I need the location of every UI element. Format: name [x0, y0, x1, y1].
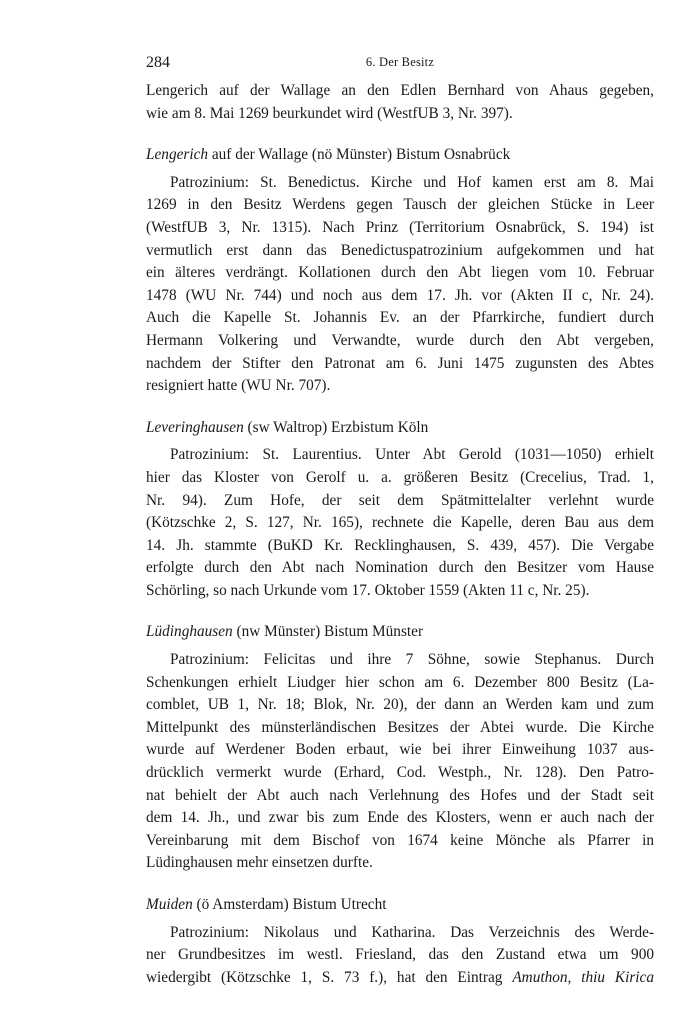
text-line: Hermann Volkering und Verwandte, wurde durch den Abt vergeben, — [146, 331, 654, 349]
text-line: Lüdinghausen mehr einsetzen durfte. — [146, 854, 373, 872]
text-line: Vereinbarung mit dem Bischof von 1674 keine Mönche als Pfarrer in — [146, 831, 654, 849]
book-page — [146, 50, 654, 989]
text-line: wie am 8. Mai 1269 beurkundet wird (WestfUB 3, Nr. 397). — [146, 104, 513, 122]
text-line: ner Grundbesitzes im westl. Friesland, das den Zustand etwa um 900 — [146, 946, 654, 964]
place-description: (nw Münster) Bistum Münster — [232, 623, 424, 641]
place-name: Muiden — [146, 896, 193, 913]
text-line: (Kötzschke 2, S. 127, Nr. 165), rechnete die Kapelle, deren Bau aus dem — [146, 514, 654, 532]
text-line: (WestfUB 3, Nr. 1315). Nach Prinz (Territorium Osnabrück, S. 194) ist — [146, 218, 654, 236]
text-line: Patrozinium: St. Benedictus. Kirche und Hof kamen erst am 8. Mai — [170, 173, 654, 191]
place-name: Lüdinghausen — [146, 623, 233, 641]
place-description: (ö Amsterdam) Bistum Utrecht — [192, 896, 387, 913]
page-body — [146, 80, 654, 989]
text-line: vermutlich erst dann das Benedictuspatrozinium aufgekommen und hat — [146, 241, 654, 259]
text-line: Lengerich auf der Wallage an den Edlen Bernhard von Ahaus gegeben, — [146, 82, 654, 99]
text-segment: wiedergibt (Kötzschke 1, S. 73 f.), hat den Eintrag — [146, 968, 513, 986]
text-line: Schörling, so nach Urkunde vom 17. Oktober 1559 (Akten 11 c, Nr. 25). — [146, 581, 590, 599]
text-line: Nr. 94). Zum Hofe, der seit dem Spätmittelalter verlehnt wurde — [146, 491, 654, 509]
place-name: Lengerich — [146, 146, 209, 164]
text-line: Patrozinium: Nikolaus und Katharina. Das Verzeichnis des Werde- — [170, 923, 654, 941]
text-line: Auch die Kapelle St. Johannis Ev. an der Pfarrkirche, fundiert durch — [146, 309, 654, 327]
text-line: 1269 in den Besitz Werdens gegen Tausch der gleichen Stücke in Leer — [146, 196, 654, 214]
place-description: (sw Waltrop) Erzbistum Köln — [243, 418, 429, 436]
running-title: 6. Der Besitz — [365, 55, 435, 69]
entry-heading — [146, 417, 654, 440]
entry-leveringhausen — [146, 417, 654, 603]
text-line: dem 14. Jh., und zwar bis zum Ende des Klosters, wenn er auch nach der — [146, 809, 654, 827]
page-number: 284 — [146, 54, 170, 71]
entry-heading — [146, 894, 654, 917]
entry-lengerich — [146, 144, 654, 398]
text-line — [146, 967, 654, 990]
text-line: ein älteres verdrängt. Kollationen durch den Abt liegen vom 10. Februar — [146, 264, 654, 282]
text-line: Patrozinium: St. Laurentius. Unter Abt Gerold (1031—1050) erhielt — [170, 446, 654, 464]
text-line: 14. Jh. stammte (BuKD Kr. Recklinghausen, S. 439, 457). Die Vergabe — [146, 536, 654, 554]
text-line: Schenkungen erhielt Liudger hier schon am 6. Dezember 800 Besitz (La- — [146, 673, 654, 691]
text-line: comblet, UB 1, Nr. 18; Blok, Nr. 20), der dann an Werden kam und zum — [146, 696, 654, 714]
text-line: nat behielt der Abt auch nach Verlehnung des Hofes und der Stadt seit — [146, 786, 654, 804]
entry-luedinghausen — [146, 621, 654, 875]
entry-heading — [146, 621, 654, 644]
text-line: erfolgte durch den Abt nach Nomination durch den Besitzer vom Hause — [146, 559, 654, 577]
quoted-source-text: Amuthon, thiu Kirica — [512, 968, 654, 986]
text-line: 1478 (WU Nr. 744) und noch aus dem 17. Jh. vor (Akten II c, Nr. 24). — [146, 286, 654, 304]
text-line: hier das Kloster von Gerolf u. a. größeren Besitz (Crecelius, Trad. 1, — [146, 468, 654, 486]
entry-muiden — [146, 894, 654, 989]
entry-heading — [146, 144, 654, 167]
text-line: wurde auf Werdener Boden erbaut, wie bei ihrer Einweihung 1037 aus- — [146, 741, 654, 759]
text-line: Mittelpunkt des münsterländischen Besitzes der Abtei wurde. Die Kirche — [146, 718, 654, 736]
text-line: resigniert hatte (WU Nr. 707). — [146, 377, 331, 395]
page-header — [146, 50, 654, 72]
text-line: nachdem der Stifter den Patronat am 6. Juni 1475 zugunsten des Abtes — [146, 354, 654, 372]
intro-paragraph — [146, 80, 654, 125]
text-line: Patrozinium: Felicitas und ihre 7 Söhne, sowie Stephanus. Durch — [170, 651, 654, 669]
place-description: auf der Wallage (nö Münster) Bistum Osnabrück — [208, 146, 511, 164]
place-name: Leveringhausen — [146, 418, 244, 436]
text-line: drücklich vermerkt wurde (Erhard, Cod. Westph., Nr. 128). Den Patro- — [146, 764, 654, 782]
